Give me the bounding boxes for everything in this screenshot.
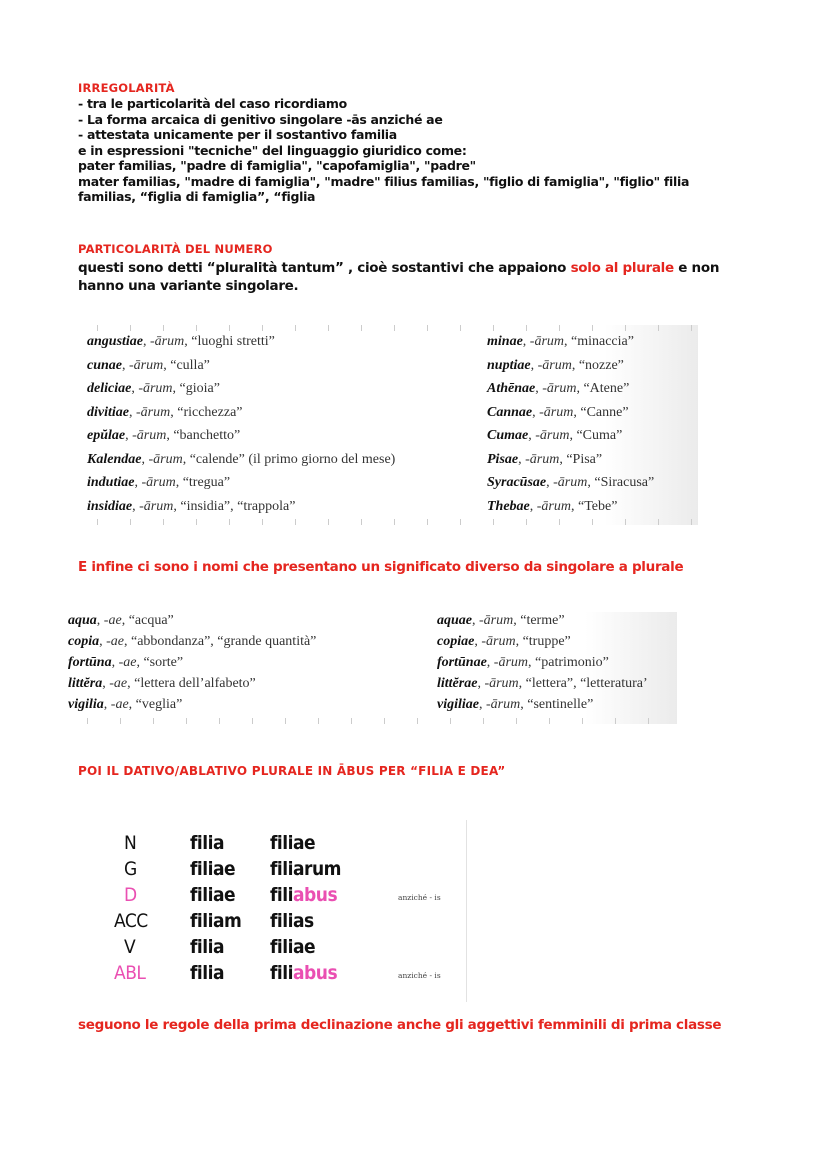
vocab-entry: minae, -ārum, “minaccia” (487, 334, 634, 349)
vocab-entry: angustiae, -ārum, “luoghi stretti” (87, 334, 275, 349)
vocab-entry: indutiae, -ārum, “tregua” (87, 475, 231, 490)
singular-form: filiam (190, 910, 242, 932)
plural-stem: filiae (270, 936, 316, 958)
case-label: V (124, 936, 136, 958)
case-label: ABL (114, 962, 146, 984)
vocab-entry: Cumae, -ārum, “Cuma” (487, 428, 623, 443)
latin-word: Pisae (487, 451, 519, 467)
genitive-ending: -ārum (479, 613, 514, 628)
plural-suffix: abus (293, 962, 338, 984)
genitive-ending: -ae (106, 634, 124, 649)
meaning: “sorte” (143, 655, 184, 670)
latin-word: vigilia (68, 697, 104, 712)
case-label: N (124, 832, 137, 854)
vocab-entry: divitiae, -ārum, “ricchezza” (87, 404, 243, 420)
vocab-entry: fortūnae, -ārum, “patrimonio” (437, 655, 609, 670)
plural-stem: fili (270, 962, 293, 984)
irregolarita-line: - attestata unicamente per il sostantivo familia (78, 127, 397, 142)
meaning: “gioia” (179, 381, 220, 396)
genitive-ending: -ārum (542, 381, 577, 396)
vocab-entry: Athēnae, -ārum, “Atene” (487, 381, 630, 396)
plural-form (270, 910, 314, 932)
vocab-entry: littĕra, -ae, “lettera dell’alfabeto” (68, 676, 256, 691)
genitive-ending: -ārum (129, 357, 164, 373)
singular-form: filia (190, 962, 225, 984)
genitive-ending: -ārum (148, 451, 183, 467)
plural-suffix: abus (293, 884, 338, 906)
irregolarita-line: - tra le particolarità del caso ricordiamo (78, 96, 347, 111)
meaning: “Tebe” (578, 498, 618, 514)
note-anziche: anziché - is (398, 971, 441, 980)
genitive-ending: -ārum (536, 498, 571, 514)
latin-word: Thebae (487, 498, 530, 514)
genitive-ending: -ārum (535, 428, 570, 443)
plural-form (270, 832, 315, 854)
irregolarita-line: familias, “figlia di famiglia”, “figlia (78, 189, 316, 204)
meaning: “banchetto” (173, 428, 241, 443)
case-label: D (124, 884, 137, 906)
meaning: “Canne” (580, 404, 629, 420)
vocab-entry: copia, -ae, “abbondanza”, “grande quantità” (68, 634, 317, 649)
vocab-entry: copiae, -ārum, “truppe” (437, 634, 571, 649)
vocab-entry: deliciae, -ārum, “gioia” (87, 381, 220, 396)
meaning: “Atene” (583, 381, 630, 396)
genitive-ending: -ārum (150, 334, 185, 349)
vocab-entry: littĕrae, -ārum, “lettera”, “letteratura’ (437, 676, 648, 691)
meaning: “calende” (il primo giorno del mese) (189, 451, 396, 467)
vocab-entry: Cannae, -ārum, “Canne” (487, 404, 629, 420)
meaning: “Pisa” (566, 451, 603, 467)
meaning: “veglia” (135, 697, 183, 712)
genitive-ending: -ārum (484, 676, 519, 691)
irregolarita-line: - La forma arcaica di genitivo singolare -ās anziché ae (78, 111, 443, 127)
latin-word: Kalendae (87, 451, 142, 467)
latin-word: aquae (437, 613, 472, 628)
genitive-ending: -ae (110, 697, 129, 712)
vocab-entry: vigilia, -ae, “veglia” (68, 697, 183, 712)
genitive-ending: -ārum (529, 334, 565, 349)
vocab-entry: Kalendae, -ārum, “calende” (il primo giorno del mese) (87, 451, 396, 467)
singular-form: filiae (190, 858, 236, 880)
vocab-entry: Pisae, -ārum, “Pisa” (487, 451, 603, 467)
genitive-ending: -ārum (537, 357, 572, 373)
meaning: “tregua” (182, 475, 231, 490)
irregolarita-line: mater familias, "madre di famiglia", "madre" filius familias, "figlio di famiglia", "figlio" filia (78, 173, 690, 189)
meaning-change-table-image (65, 612, 677, 724)
plural-stem: filias (270, 910, 314, 932)
case-label: ACC (114, 910, 148, 932)
latin-word: fortūnae (437, 655, 487, 670)
pluralia-tantum-table-image (75, 325, 698, 525)
genitive-ending: -ae (109, 676, 128, 691)
irregolarita-line: pater familias, "padre di famiglia", "capofamiglia", "padre" (78, 158, 476, 173)
meaning: “culla” (170, 357, 210, 373)
plural-form (270, 884, 337, 906)
latin-word: littĕrae (437, 676, 478, 691)
genitive-ending: -ārum (493, 655, 529, 670)
declension-table-filia (100, 820, 467, 1002)
meaning: “lettera dell’alfabeto” (134, 676, 256, 691)
genitive-ending: -ārum (141, 475, 176, 490)
footer-note: seguono le regole della prima declinazione anche gli aggettivi femminili di prima classe (78, 1017, 722, 1033)
latin-word: indutiae (87, 475, 135, 490)
meaning: “lettera”, “letteratura’ (525, 676, 648, 691)
latin-word: copia (68, 634, 100, 649)
vocab-entry: insidiae, -ārum, “insidia”, “trappola” (87, 498, 296, 514)
text: questi sono detti “pluralità tantum” , cioè sostantivi che appaiono (78, 260, 571, 276)
genitive-ending: -ārum (139, 498, 174, 514)
highlight-solo-al-plurale: solo al plurale (570, 260, 674, 276)
genitive-ending: -ae (118, 655, 137, 670)
numero-line-2: hanno una variante singolare. (78, 278, 299, 294)
plural-form (270, 858, 341, 880)
latin-word: Cumae (487, 428, 529, 443)
meaning: “truppe” (522, 634, 571, 649)
latin-word: nuptiae (487, 357, 531, 373)
genitive-ending: -ārum (539, 404, 574, 420)
plural-form (270, 936, 315, 958)
singular-form: filia (190, 832, 225, 854)
meaning: “nozze” (578, 357, 624, 373)
latin-word: vigiliae (437, 697, 479, 712)
latin-word: Syracūsae (487, 475, 547, 490)
genitive-ending: -ārum (132, 428, 167, 443)
meaning: “minaccia” (571, 334, 634, 349)
vocab-entry: vigiliae, -ārum, “sentinelle” (437, 697, 594, 712)
meaning: “sentinelle” (527, 697, 594, 712)
meaning: “terme” (520, 613, 565, 628)
genitive-ending: -ārum (525, 451, 560, 467)
vocab-entry: aquae, -ārum, “terme” (437, 613, 565, 628)
vocab-entry: aqua, -ae, “acqua” (68, 613, 174, 628)
plural-stem: fili (270, 884, 293, 906)
latin-word: angustiae (87, 334, 144, 349)
latin-word: copiae (437, 634, 475, 649)
genitive-ending: -ae (103, 613, 122, 628)
genitive-ending: -ārum (553, 475, 588, 490)
dativo-heading: POI IL DATIVO/ABLATIVO PLURALE IN ĀBUS PER “FILIA E DEA” (78, 764, 506, 778)
meaning: “Cuma” (576, 428, 623, 443)
latin-word: deliciae (87, 381, 132, 396)
genitive-ending: -ārum (136, 404, 171, 420)
meaning: “abbondanza”, “grande quantità” (131, 634, 317, 649)
section-title-numero: PARTICOLARITÀ DEL NUMERO (78, 242, 273, 256)
latin-word: minae (487, 334, 523, 349)
vocab-entry: Thebae, -ārum, “Tebe” (487, 498, 618, 514)
numero-line-1 (78, 260, 719, 276)
vocab-entry: cunae, -ārum, “culla” (87, 357, 210, 373)
irregolarita-line: e in espressioni "tecniche" del linguaggio giuridico come: (78, 142, 467, 158)
diverso-heading: E infine ci sono i nomi che presentano un significato diverso da singolare a plurale (78, 559, 684, 575)
latin-word: cunae (87, 357, 122, 373)
latin-word: divitiae (87, 404, 129, 420)
plural-form (270, 962, 337, 984)
meaning: “insidia”, “trappola” (180, 498, 296, 514)
genitive-ending: -ārum (486, 697, 521, 712)
genitive-ending: -ārum (481, 634, 516, 649)
meaning: “Siracusa” (594, 475, 655, 490)
vocab-entry: Syracūsae, -ārum, “Siracusa” (487, 475, 655, 490)
latin-word: aqua (68, 613, 97, 628)
latin-word: Athēnae (487, 381, 536, 396)
singular-form: filiae (190, 884, 236, 906)
singular-form: filia (190, 936, 225, 958)
plural-stem: filiae (270, 832, 316, 854)
case-label: G (124, 858, 137, 880)
section-title-irregolarita: IRREGOLARITÀ (78, 81, 175, 95)
meaning: “patrimonio” (535, 655, 609, 670)
latin-word: epŭlae (87, 428, 126, 443)
vocab-entry: epŭlae, -ārum, “banchetto” (87, 428, 241, 443)
latin-word: insidiae (87, 498, 133, 514)
text: e non (673, 260, 720, 276)
vocab-entry: nuptiae, -ārum, “nozze” (487, 357, 624, 373)
note-anziche: anziché - is (398, 893, 441, 902)
genitive-ending: -ārum (138, 381, 173, 396)
plural-stem: filiarum (270, 858, 341, 880)
meaning: “luoghi stretti” (191, 334, 275, 349)
latin-word: Cannae (487, 404, 533, 420)
latin-word: littĕra (68, 676, 103, 691)
latin-word: fortūna (68, 655, 112, 670)
meaning: “ricchezza” (177, 404, 243, 420)
vocab-entry: fortūna, -ae, “sorte” (68, 655, 184, 670)
meaning: “acqua” (128, 613, 174, 628)
